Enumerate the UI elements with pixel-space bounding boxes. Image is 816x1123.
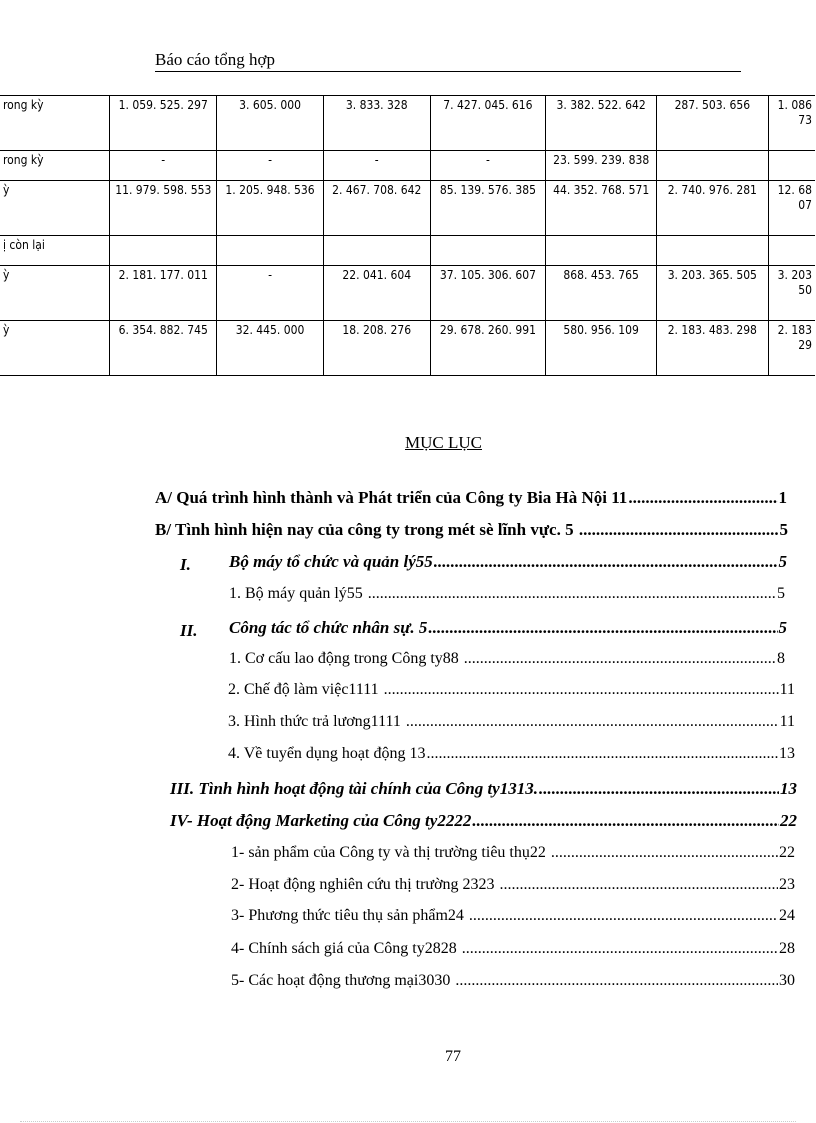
- table-cell: 2. 181. 177. 011: [110, 266, 217, 321]
- toc-leader-dots: [500, 876, 778, 894]
- table-cell: 3. 203. 365. 505: [657, 266, 769, 321]
- table-cell: [430, 236, 546, 266]
- table-cell: -: [323, 151, 430, 181]
- table-cell: 7. 427. 045. 616: [430, 96, 546, 151]
- toc-entry-text: 3- Phương thức tiêu thụ sản phẩm24: [231, 907, 468, 924]
- table-row: [0, 96, 815, 151]
- table-cell: [323, 236, 430, 266]
- table-cell: -: [217, 151, 324, 181]
- toc-entry[interactable]: [231, 972, 795, 990]
- toc-leader-dots: [469, 907, 778, 925]
- table-cell: 2. 183. 483. 298: [657, 321, 769, 376]
- toc-entry-page: 5: [777, 585, 785, 602]
- toc-entry[interactable]: [155, 520, 788, 540]
- table-cell: [217, 236, 324, 266]
- table-cell: -: [110, 151, 217, 181]
- table-cell: 11. 979. 598. 553: [110, 181, 217, 236]
- row-label: ỳ: [0, 266, 110, 321]
- toc-leader-dots: [628, 488, 777, 508]
- table-cell: 580. 956. 109: [546, 321, 657, 376]
- table-cell-truncated: [768, 266, 815, 321]
- toc-leader-dots: [472, 811, 779, 831]
- table-cell: 22. 041. 604: [323, 266, 430, 321]
- toc-entry[interactable]: [228, 745, 795, 763]
- table-cell: [657, 151, 769, 181]
- toc-leader-dots: [384, 681, 779, 699]
- toc-entry-page: 23: [779, 876, 795, 893]
- page-header-title: Báo cáo tổng hợp: [155, 50, 275, 69]
- toc-entry-page: 22: [780, 811, 797, 830]
- table-cell: 2. 740. 976. 281: [657, 181, 769, 236]
- toc-entry-text: 4. Về tuyển dụng hoạt động 13: [228, 745, 426, 762]
- cell-line: 3. 203: [777, 268, 812, 282]
- table-cell: 32. 445. 000: [217, 321, 324, 376]
- table-cell: 44. 352. 768. 571: [546, 181, 657, 236]
- table-cell: 29. 678. 260. 991: [430, 321, 546, 376]
- toc-entry-text: 5- Các hoạt động thương mại3030: [231, 972, 455, 989]
- table-cell-truncated: [768, 96, 815, 151]
- toc-leader-dots: [434, 552, 778, 572]
- toc-entry-page: 5: [779, 520, 788, 539]
- toc-entry[interactable]: [231, 876, 795, 894]
- toc-entry-text: III. Tình hình hoạt động tài chính của Công ty1313.: [170, 779, 538, 798]
- toc-roman-numeral: II.: [180, 621, 198, 640]
- table-cell: 3. 605. 000: [217, 96, 324, 151]
- toc-entry-text: Công tác tổ chức nhân sự. 5: [229, 618, 428, 637]
- table-row: [0, 151, 815, 181]
- toc-entry[interactable]: [229, 650, 785, 668]
- toc-leader-dots: [579, 520, 779, 540]
- toc-entry[interactable]: [228, 681, 795, 699]
- toc-entry[interactable]: [228, 713, 795, 731]
- cell-line: 12. 68: [777, 183, 812, 197]
- toc-entry[interactable]: [229, 618, 787, 638]
- toc-entry-text: A/ Quá trình hình thành và Phát triển của Công ty Bia Hà Nội 11: [155, 488, 628, 507]
- toc-leader-dots: [551, 844, 778, 862]
- table-cell: 37. 105. 306. 607: [430, 266, 546, 321]
- row-label: ỳ: [0, 181, 110, 236]
- toc-entry[interactable]: [229, 552, 787, 572]
- cell-line: 29: [798, 338, 812, 352]
- toc-entry-page: 30: [779, 972, 795, 989]
- table-cell: 3. 382. 522. 642: [546, 96, 657, 151]
- toc-leader-dots: [539, 779, 779, 799]
- toc-entry-text: 4- Chính sách giá của Công ty2828: [231, 940, 461, 957]
- table-cell: [657, 236, 769, 266]
- toc-entry-text: 2- Hoạt động nghiên cứu thị trường 2323: [231, 876, 499, 893]
- table-cell: 1. 205. 948. 536: [217, 181, 324, 236]
- header-rule: [155, 71, 741, 72]
- row-label: rong kỳ: [0, 96, 110, 151]
- cell-line: 50: [798, 283, 812, 297]
- toc-leader-dots: [428, 618, 777, 638]
- toc-entry-page: 5: [778, 618, 787, 637]
- toc-entry-text: 1. Bộ máy quản lý55: [229, 585, 367, 602]
- table-cell: 868. 453. 765: [546, 266, 657, 321]
- toc-entry-text: 1- sản phẩm của Công ty và thị trường tiêu thụ22: [231, 844, 550, 861]
- toc-leader-dots: [464, 650, 776, 668]
- toc-leader-dots: [368, 585, 776, 603]
- cell-line: 1. 086: [777, 98, 812, 112]
- toc-entry-page: 1: [778, 488, 787, 507]
- row-label: ỳ: [0, 321, 110, 376]
- toc-entry-page: 11: [779, 681, 795, 698]
- toc-entry-page: 11: [779, 713, 795, 730]
- toc-leader-dots: [462, 940, 778, 958]
- cell-line: 07: [798, 198, 812, 212]
- toc-leader-dots: [426, 745, 778, 763]
- table-cell: 6. 354. 882. 745: [110, 321, 217, 376]
- toc-entry-page: 5: [778, 552, 787, 571]
- table-cell: 1. 059. 525. 297: [110, 96, 217, 151]
- table-row: [0, 266, 815, 321]
- table-cell: -: [430, 151, 546, 181]
- row-label: rong kỳ: [0, 151, 110, 181]
- table-cell-truncated: [768, 321, 815, 376]
- table-cell-truncated: [768, 236, 815, 266]
- toc-entry[interactable]: [231, 907, 795, 925]
- toc-entry-text: 2. Chế độ làm việc1111: [228, 681, 383, 698]
- toc-entry-page: 22: [779, 844, 795, 861]
- financial-table: [0, 95, 815, 376]
- row-label: ị còn lại: [0, 236, 110, 266]
- table-cell: [110, 236, 217, 266]
- footer-rule: [20, 1121, 796, 1122]
- table-row: [0, 181, 815, 236]
- toc-entry[interactable]: [170, 811, 797, 831]
- toc-entry-page: 24: [779, 907, 795, 924]
- table-row: [0, 321, 815, 376]
- cell-line: 2. 183: [777, 323, 812, 337]
- toc-entry[interactable]: [231, 844, 795, 862]
- toc-leader-dots: [455, 972, 778, 990]
- table-cell: 85. 139. 576. 385: [430, 181, 546, 236]
- table-cell: 23. 599. 239. 838: [546, 151, 657, 181]
- toc-entry-page: 13: [779, 745, 795, 762]
- table-cell: 2. 467. 708. 642: [323, 181, 430, 236]
- table-cell: 18. 208. 276: [323, 321, 430, 376]
- toc-leader-dots: [406, 713, 779, 731]
- table-cell: 3. 833. 328: [323, 96, 430, 151]
- toc-entry-text: B/ Tình hình hiện nay của công ty trong mét sè lĩnh vực. 5: [155, 520, 578, 539]
- table-cell: [546, 236, 657, 266]
- toc-entry-page: 28: [779, 940, 795, 957]
- toc-entry-text: IV- Hoạt động Marketing của Công ty2222: [170, 811, 472, 830]
- page-number: 77: [445, 1048, 461, 1065]
- toc-heading: MỤC LỤC: [405, 433, 482, 452]
- table-cell-truncated: [768, 181, 815, 236]
- toc-entry[interactable]: [170, 779, 797, 799]
- table-cell: 287. 503. 656: [657, 96, 769, 151]
- toc-entry-text: 3. Hình thức trả lương1111: [228, 713, 405, 730]
- toc-entry-text: 1. Cơ cấu lao động trong Công ty88: [229, 650, 463, 667]
- table-cell-truncated: [768, 151, 815, 181]
- toc-entry[interactable]: [231, 940, 795, 958]
- table-row: [0, 236, 815, 266]
- toc-roman-numeral: I.: [180, 555, 191, 574]
- toc-entry-page: 8: [777, 650, 785, 667]
- toc-entry-page: 13: [780, 779, 797, 798]
- toc-entry[interactable]: [155, 488, 787, 508]
- cell-line: 73: [798, 113, 812, 127]
- toc-entry-text: Bộ máy tổ chức và quản lý55: [229, 552, 433, 571]
- toc-entry[interactable]: [229, 585, 785, 603]
- table-cell: -: [217, 266, 324, 321]
